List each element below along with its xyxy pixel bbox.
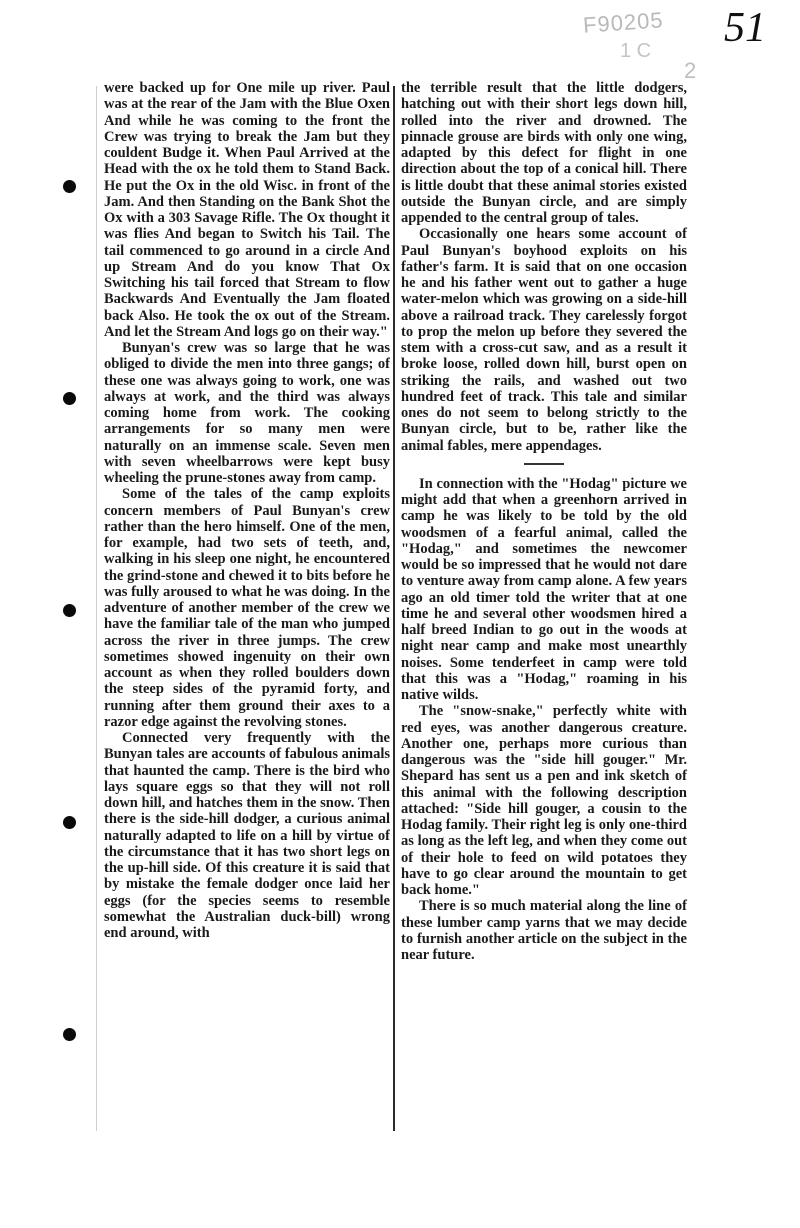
- right-column: [401, 80, 687, 963]
- page-number: 51: [724, 5, 766, 51]
- left-column: [104, 80, 390, 941]
- binder-hole-icon: [63, 816, 76, 829]
- archive-stamp-suffix: 1 C: [620, 40, 652, 62]
- archive-stamp: F90205: [582, 7, 665, 38]
- binder-hole-icon: [63, 392, 76, 405]
- pencil-page-mark: 2: [684, 58, 697, 83]
- paragraph-boyhood-exploits: Occasionally one hears some account of Paul Bunyan's boyhood exploits on his father's farm. It is said that on one occasion he and his father went out to gather a huge water-melon which was growing on a side-hill above a railroad track. They carelessly forgot to prop the melon up before they severed the stem with a cross-cut saw, and as a result it broke loose, rolled down hill, burst open on striking the rails, and washed out two hundred feet of track. This tale and similar ones do not seem to belong strictly to the Bunyan circle, but to be, rather like the animal fables, mere appendages.: [401, 226, 687, 454]
- section-divider: [524, 463, 564, 465]
- column-divider-rule: [393, 86, 395, 1131]
- paragraph-crew-size: Bunyan's crew was so large that he was obliged to divide the men into three gangs; of these one was always going to work, one was always at work, and the third was always coming home from work. The cooking arrangements for so many men were naturally on an immense scale. Seven men with seven wheelbarrows were kept busy wheeling the prune-stones away from camp.: [104, 340, 390, 486]
- clipping-left-edge: [96, 86, 97, 1131]
- paragraph-snow-snake: The "snow-snake," perfectly white with red eyes, was another dangerous creature. Another one, perhaps more curious than dangerous was the "side hill gouger." Mr. Shepard has sent us a pen and ink sketch of this animal with the following description attached: "Side hill gouger, a cousin to the Hodag family. Their right leg is only one-third as long as the left leg, and when they come out of their hole to feed on wild potatoes they have to go clear around the mountain to get back home.": [401, 703, 687, 898]
- paragraph-crew-exploits: Some of the tales of the camp exploits concern members of Paul Bunyan's crew rather than the hero himself. One of the men, for example, had two sets of teeth, and, walking in his sleep one night, he encountered the grind-stone and chewed it to bits before he was fully aroused to what he was doing. In the adventure of another member of the crew we have the familiar tale of the man who jumped across the river in three jumps. The crew sometimes showed ingenuity on their own account as when they rolled boulders down the steep sides of the pyramid forty, and running after them ground their axes to a razor edge against the revolving stones.: [104, 486, 390, 730]
- paragraph-dodger-result: the terrible result that the little dodgers, hatching out with their short legs down hill, rolled into the river and drowned. The pinnacle grouse are birds with only one wing, adapted by this defect for flight in one direction about the top of a conical hill. There is little doubt that these animal stories existed outside the Bunyan circle, and are simply appended to the central group of tales.: [401, 80, 687, 226]
- binder-hole-icon: [63, 604, 76, 617]
- paragraph-hodag: In connection with the "Hodag" picture we might add that when a greenhorn arrived in camp he was likely to be told by the old woodsmen of a fearful animal, called the "Hodag," and sometimes the newcomer would be so impressed that he would not dare to venture away from camp alone. A few years ago an old timer told the writer that at one time he and several other woodsmen hired a half breed Indian to go out in the woods at night near camp and make most unearthly noises. Some tenderfeet in camp were told that this was a "Hodag," roaming in his native wilds.: [401, 475, 687, 703]
- binder-hole-icon: [63, 180, 76, 193]
- paragraph-fabulous-animals: Connected very frequently with the Bunyan tales are accounts of fabulous animals that haunted the camp. There is the bird who lays square eggs so that they will not roll down hill, and hatches them in the snow. Then there is the side-hill dodger, a curious animal naturally adapted to life on a hill by virtue of the circumstance that it has two short legs on the up-hill side. Of this creature it is said that by mistake the female dodger once laid her eggs (for the species seems to resemble somewhat the Australian duck-bill) wrong end around, with: [104, 730, 390, 941]
- paragraph-closing: There is so much material along the line of these lumber camp yarns that we may decide to furnish another article on the subject in the near future.: [401, 898, 687, 963]
- binder-hole-icon: [63, 1028, 76, 1041]
- paragraph-jam-story: were backed up for One mile up river. Paul was at the rear of the Jam with the Blue Oxen And while he was coming to the front the Crew was trying to break the Jam but they couldent Budge it. When Paul Arrived at the Head with the ox he told them to Stand Back. He put the Ox in the old Wisc. in front of the Jam. And then Standing on the Bank Shot the Ox with a 303 Savage Rifle. The Ox thought it was flies And began to Switch his Tail. The tail commenced to go around in a circle And up Stream And do you know That Ox Switching his tail forced that Stream to flow Backwards And Eventually the Jam floated back Also. He took the ox out of the Stream. And let the Stream And logs go on their way.": [104, 80, 390, 340]
